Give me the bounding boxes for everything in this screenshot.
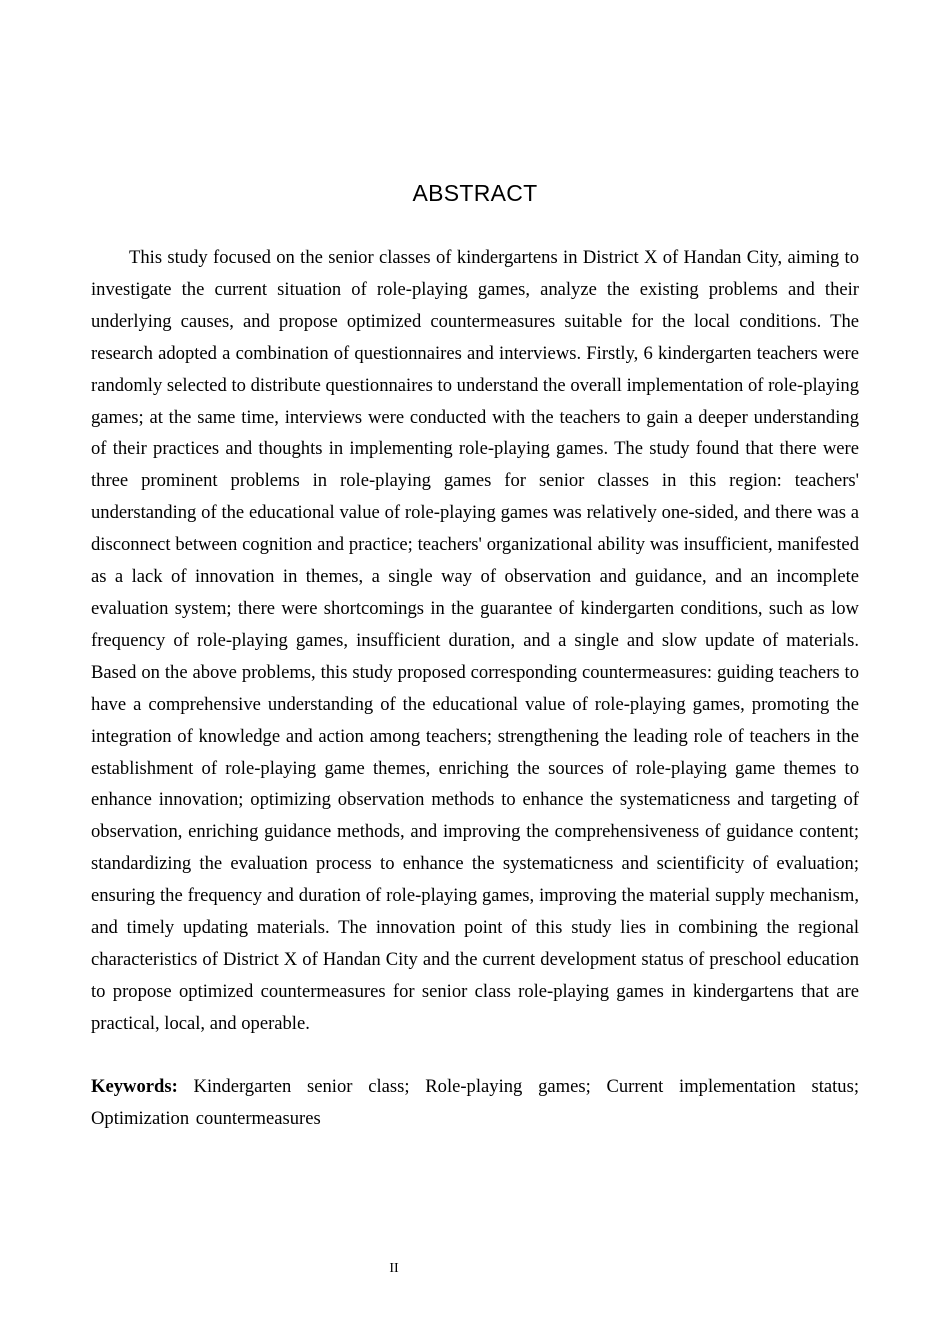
abstract-body: This study focused on the senior classes of kindergartens in District X of Handan City, aiming to investigate the current situation of role-playing games, analyze the existing problems and their underlying causes, and propose optimized countermeasures suitable for the local conditions. The research adopted a combination of questionnaires and interviews. Firstly, 6 kindergarten teachers were randomly selected to distribute questionnaires to understand the overall implementation of role-playing games; at the same time, interviews were conducted with the teachers to gain a deeper understanding of their practices and thoughts in implementing role-playing games. The study found that there were three prominent problems in role-playing games for senior classes in this region: teachers' understanding of the educational value of role-playing games was relatively one-sided, and there was a disconnect between cognition and practice; teachers' organizational ability was insufficient, manifested as a lack of innovation in themes, a single way of observation and guidance, and an incomplete evaluation system; there were shortcomings in the guarantee of kindergarten conditions, such as low frequency of role-playing games, insufficient duration, and a single and slow update of materials. Based on the above problems, this study proposed corresponding countermeasures: guiding teachers to have a comprehensive understanding of the educational value of role-playing games, promoting the integration of knowledge and action among teachers; strengthening the leading role of teachers in the establishment of role-playing game themes, enriching the sources of role-playing game themes to enhance innovation; optimizing observation methods to enhance the systematicness and targeting of observation, enriching guidance methods, and improving the comprehensiveness of guidance content; standardizing the evaluation process to enhance the systematicness and scientificity of evaluation; ensuring the frequency and duration of role-playing games, improving the material supply mechanism, and timely updating materials. The innovation point of this study lies in combining the regional characteristics of District X of Handan City and the current development status of preschool education to propose optimized countermeasures for senior class role-playing games in kindergartens that are practical, local, and operable. bbox=[91, 247, 859, 1034]
keywords-list: Kindergarten senior class; Role-playing games; Current implementation status; Optimization countermeasures bbox=[91, 1076, 859, 1129]
keywords-label: Keywords: bbox=[91, 1076, 178, 1097]
abstract-title: ABSTRACT bbox=[412, 180, 538, 206]
keywords-paragraph bbox=[91, 1071, 859, 1135]
page-number: II bbox=[389, 1261, 399, 1276]
